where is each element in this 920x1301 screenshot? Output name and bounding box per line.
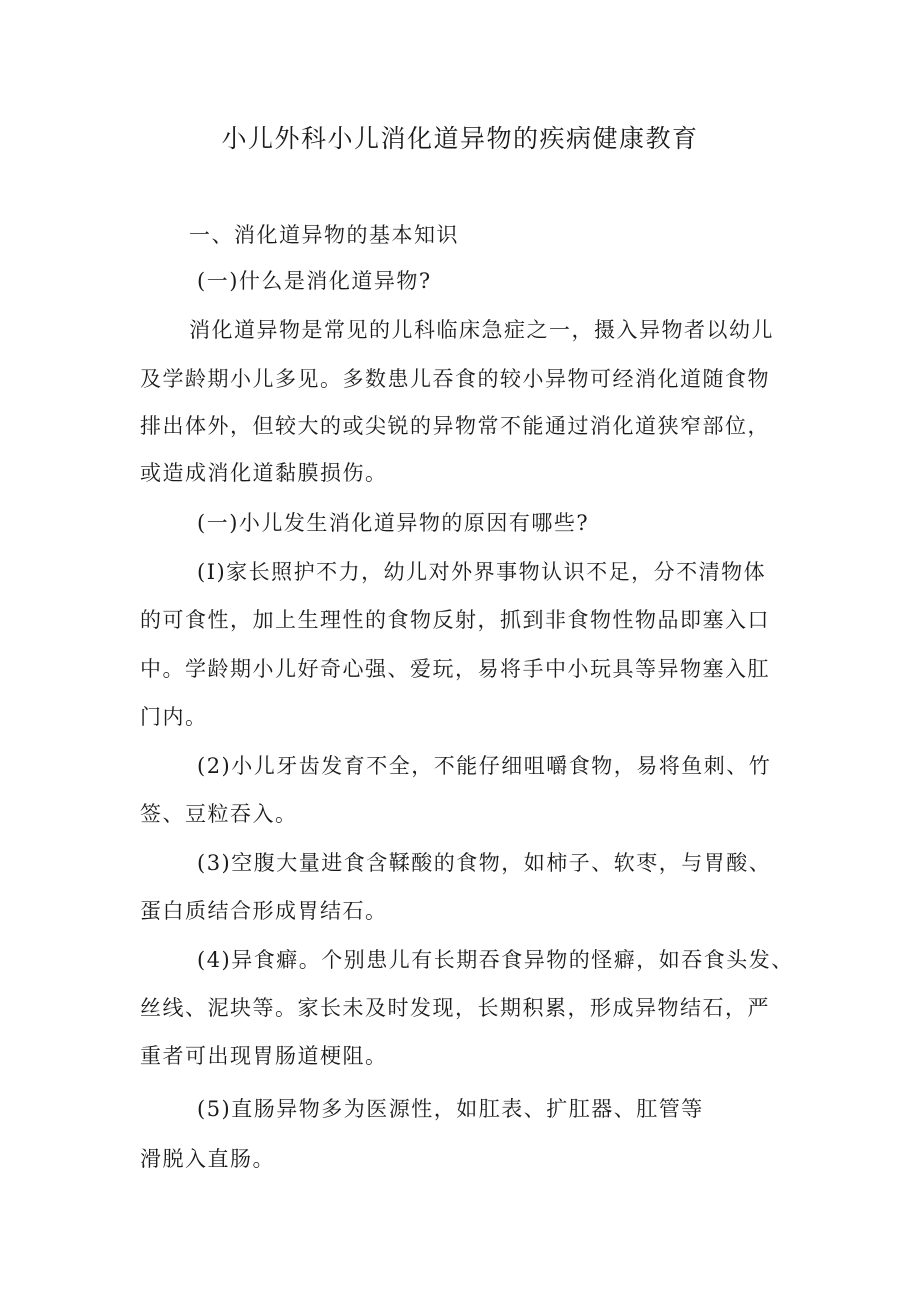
cause-4-line: 丝线、泥块等。家长未及时发现，长期积累，形成异物结石，严 — [140, 996, 770, 1020]
subsection-heading-causes: (一)小儿发生消化道异物的原因有哪些? — [197, 511, 590, 535]
cause-5-line: 滑脱入直肠。 — [140, 1147, 275, 1171]
cause-3-line: (3)空腹大量进食含鞣酸的食物，如柿子、软枣，与胃酸、 — [197, 851, 772, 875]
cause-1-line: 门内。 — [140, 705, 208, 729]
paragraph-line: 及学龄期小儿多见。多数患儿吞食的较小异物可经消化道随食物 — [140, 367, 770, 391]
cause-1-line: (I)家长照护不力，幼儿对外界事物认识不足，分不清物体 — [197, 560, 767, 584]
cause-5-line: (5)直肠异物多为医源性，如肛表、扩肛器、肛管等 — [197, 1097, 704, 1121]
paragraph-line: 或造成消化道黏膜损伤。 — [140, 461, 388, 485]
subsection-heading-what: (一)什么是消化道异物? — [197, 269, 432, 293]
paragraph-line: 排出体外，但较大的或尖锐的异物常不能通过消化道狭窄部位， — [140, 414, 770, 438]
cause-4-line: (4)异食癖。个别患儿有长期吞食异物的怪癖，如吞食头发、 — [197, 948, 794, 972]
section-heading: 一、消化道异物的基本知识 — [189, 223, 459, 247]
cause-2-line: 签、豆粒吞入。 — [140, 802, 298, 826]
cause-1-line: 中。学龄期小儿好奇心强、爱玩，易将手中小玩具等异物塞入肛 — [140, 657, 770, 681]
paragraph-line: 消化道异物是常见的儿科临床急症之一，摄入异物者以幼儿 — [189, 318, 774, 342]
document-title: 小儿外科小儿消化道异物的疾病健康教育 — [221, 124, 699, 153]
cause-2-line: (2)小儿牙齿发育不全，不能仔细咀嚼食物，易将鱼刺、竹 — [197, 754, 772, 778]
cause-4-line: 重者可出现胃肠道梗阻。 — [140, 1044, 388, 1068]
cause-3-line: 蛋白质结合形成胃结石。 — [140, 899, 388, 923]
cause-1-line: 的可食性，加上生理性的食物反射，抓到非食物性物品即塞入口 — [140, 608, 770, 632]
